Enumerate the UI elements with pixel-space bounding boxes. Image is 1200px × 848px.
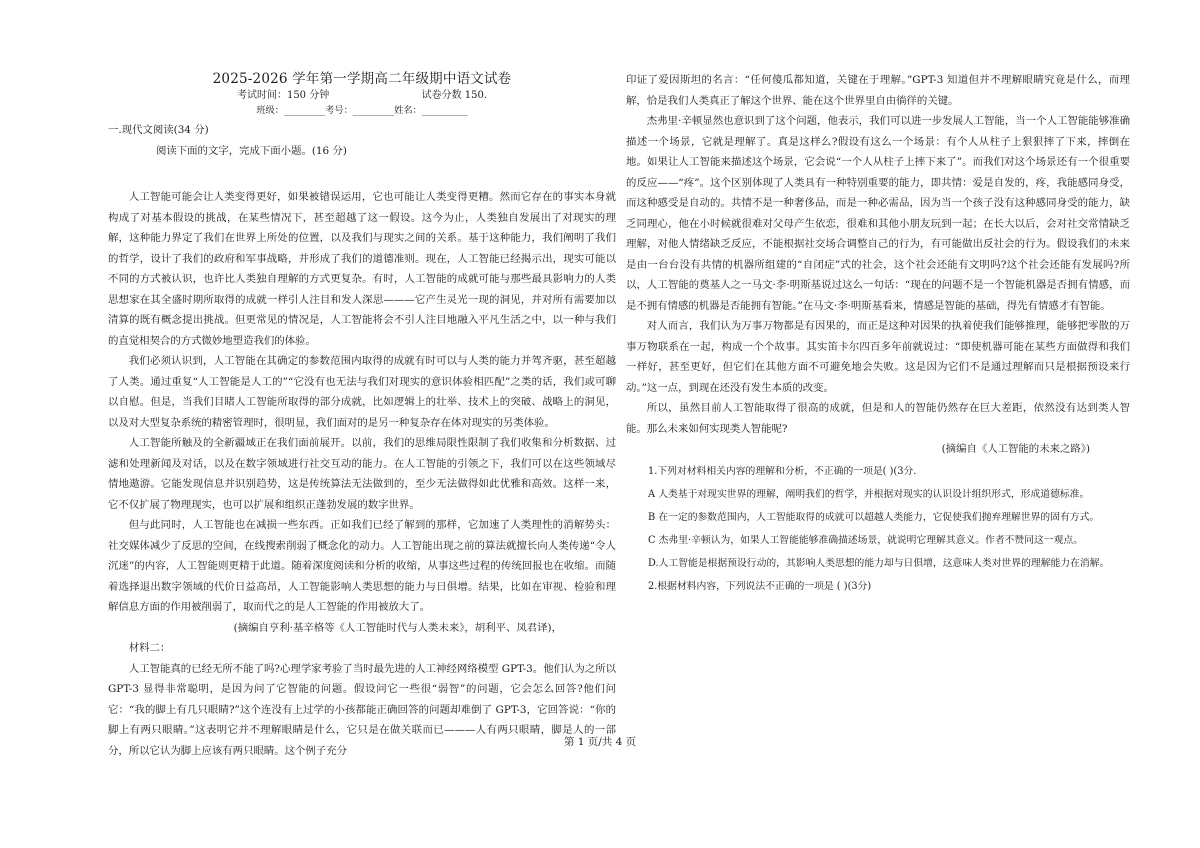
passage-paragraph: 印证了爱因斯坦的名言：“任何傻瓜都知道，关键在于理解。”GPT-3 知道但并不理解眼睛究竟是什么，而理解，恰是我们人类真正了解这个世界、能在这个世界里自由徜徉的关键。 bbox=[626, 74, 1130, 107]
answer-option-a: A 人类基于对现实世界的理解，阐明我们的哲学，并根据对现实的认识设计组织形式，形成道德标准。 bbox=[648, 488, 1090, 500]
left-column bbox=[108, 70, 616, 761]
section-intro: 阅读下面的文字，完成下面小题。(16 分) bbox=[156, 144, 347, 157]
answer-option-b: B 在一定的参数范围内，人工智能取得的成就可以超越人类能力，它促使我们抛弃理解世界的固有方式。 bbox=[648, 511, 1100, 523]
page-title: 2025-2026 学年第一学期高二年级期中语文试卷 bbox=[212, 71, 512, 87]
passage-paragraph: 但与此同时，人工智能也在减损一些东西。正如我们已经了解到的那样，它加速了人类理性的消解势头：社交媒体减少了反思的空间，在线搜索削弱了概念化的动力。人工智能出现之前的算法就擅长向人类传递“令人沉迷”的内容，人工智能则更精于此道。随着深度阅读和分析的收缩，从事这些过程的传统回报也在收缩。而随着选择退出数字领域的代价日益高昂，人工智能影响人类思想的能力与日俱增。结果，比如在审视、检验和理解信息方面的作用被削弱了，取而代之的是人工智能的作用被放大了。 bbox=[108, 519, 616, 613]
exam-time: 考试时间：150 分钟 bbox=[236, 90, 330, 101]
passage-paragraph: 对人而言，我们认为万事万物都是有因果的，而正是这种对因果的执着使我们能够推理，能够把零散的万事万物联系在一起，构成一个个故事。其实笛卡尔四百多年前就说过：“即使机器可能在某些方面做得和我们一样好，甚至更好，但它们在其他方面不可避免地会失败。这是因为它们不是通过理解而只是根据预设来行动。”这一点，到现在还没有发生本质的改变。 bbox=[626, 320, 1130, 394]
passage-paragraph: 杰弗里·辛顿显然也意识到了这个问题，他表示，我们可以进一步发展人工智能，当一个人工智能能够准确描述一个场景，它就是理解了。真是这样么?假设有这么一个场景：有个人从柱子上狠狠摔了下来，摔倒在地。如果让人工智能来描述这个场景，它会说“一个人从柱子上摔下来了”。而我们对这个场景还有一个很重要的反应——“疼”。这个区别体现了人类具有一种特别重要的能力，即共情：爱是自发的，疼，我能感同身受，而这种感受是自动的。共情不是一种奢侈品，而是一种必需品，因为当一个孩子没有这种感同身受的能力，缺乏同理心，他在小时候就很难对父母产生依恋，很难和其他小朋友玩到一起；在长大以后，会对社交常情缺乏理解，对他人情绪缺乏反应，不能根据社交场合调整自己的行为，有可能做出反社会的行为。假设我们的未来是由一台台没有共情的机器所组建的“自闭症”式的社会，这个社会还能有文明吗?这个社会还能有发展吗?所以，人工智能的奠基人之一马文·李·明斯基说过这么一句话：“现在的问题不是一个智能机器是否拥有情感，而是不拥有情感的机器是否能拥有智能。”在马文·李·明斯基看来，情感是智能的基础，得先有情感才有智能。 bbox=[626, 115, 1130, 312]
passage-paragraph: 所以，虽然目前人工智能取得了很高的成就，但是和人的智能仍然存在巨大差距，依然没有达到类人智能。那么未来如何实现类人智能呢? bbox=[626, 402, 1130, 435]
exam-info bbox=[108, 88, 616, 103]
passage-paragraph: 人工智能真的已经无所不能了吗?心理学家考验了当时最先进的人工神经网络模型 GPT-3。他们认为之所以 GPT-3 显得非常聪明，是因为问了它智能的问题。假设问它一些很“弱智”的问题，它会怎么回答?他们问它：“我的脚上有几只眼睛?”这个连没有上过学的小孩都能正确回答的问题却难倒了 GPT-3，它回答说：“你的脚上有两只眼睛。”这表明它并不理解眼睛是什么，它只是在做关联而已———人有两只眼睛，脚是人的一部分，所以它认为脚上应该有两只眼睛。这个例子充分 bbox=[108, 662, 616, 757]
question-stem: 2.根据材料内容，下列说法不正确的一项是 ( )(3分) bbox=[648, 580, 872, 592]
passage-paragraph: 人工智能可能会让人类变得更好，如果被错误运用，它也可能让人类变得更糟。然而它存在的事实本身就构成了对基本假设的挑战，在某些情况下，甚至超越了这一假设。这今为止，人类独自发展出了对现实的理解，这种能力界定了我们在世界上所处的位置，以及我们与现实之间的关系。基于这种能力，我们阐明了我们的哲学，设计了我们的政府和军事战略，并形成了我们的道德准则。现在，人工智能已经揭示出，现实可能以不同的方式被认识，也许比人类独自理解的方式更复杂。有时，人工智能的成就可能与那些最具影响力的人类思想家在其全盛时期所取得的成就一样引人注目和发人深思———它产生灵光一现的洞见，并对所有需要加以清算的既有概念提出挑战。但更常见的情况是，人工智能将会不引人注目地融入平凡生活之中，以一种与我们的直觉相契合的方式微妙地塑造我们的体验。 bbox=[108, 191, 616, 347]
source-citation: (摘编自《人工智能的未来之路》) bbox=[941, 443, 1090, 455]
question-stem: 1.下列对材料相关内容的理解和分析，不正确的一项是( )(3分. bbox=[648, 465, 917, 477]
student-fields: 班级：_________考号：_________姓名：__________ bbox=[256, 105, 468, 116]
passage-paragraph: 我们必须认识到，人工智能在其确定的参数范围内取得的成就有时可以与人类的能力并驾齐驱，甚至超越了人类。通过重复“人工智能是人工的”“它没有也无法与我们对现实的意识体验相匹配”之类的话，我们或可聊以自慰。但是，当我们目睹人工智能所取得的部分成就，比如逻辑上的壮举、技术上的突破、战略上的洞见，以及对大型复杂系统的精密管理时，很明显，我们面对的是另一种复杂存在体对现实的另类体验。 bbox=[108, 355, 616, 429]
exam-score: 试卷分数 150. bbox=[421, 90, 488, 101]
material-label: 材料二： bbox=[128, 642, 171, 654]
answer-option-c: C 杰弗里·辛顿认为，如果人工智能能够准确描述场景，就说明它理解其意义。作者不赞同这一观点。 bbox=[648, 534, 1083, 546]
section-heading: 一.现代文阅读(34 分) bbox=[108, 124, 209, 136]
source-citation: (摘编自亨利·基辛格等《人工智能时代与人类未来》，胡利平、凤君译)， bbox=[233, 621, 562, 634]
passage-paragraph: 人工智能所触及的全新疆域正在我们面前展开。以前，我们的思维局限性限制了我们收集和分析数据、过滤和处理新闻及对话，以及在数字领域进行社交互动的能力。在人工智能的引领之下，我们可以在这些领域尽情地遨游。它能发现信息并识别趋势，这是传统算法无法做到的，至少无法做得如此优雅和高效。这样一来，它不仅扩展了物理现实，也可以扩展和组织正蓬勃发展的数字世界。 bbox=[108, 437, 616, 511]
right-column bbox=[626, 70, 1130, 598]
page-footer: 第 1 页/共 4 页 bbox=[563, 736, 637, 748]
answer-option-d: D.人工智能是根据预设行动的，其影响人类思想的能力却与日俱增，这意味人类对世界的理解能力在消解。 bbox=[648, 557, 1110, 569]
